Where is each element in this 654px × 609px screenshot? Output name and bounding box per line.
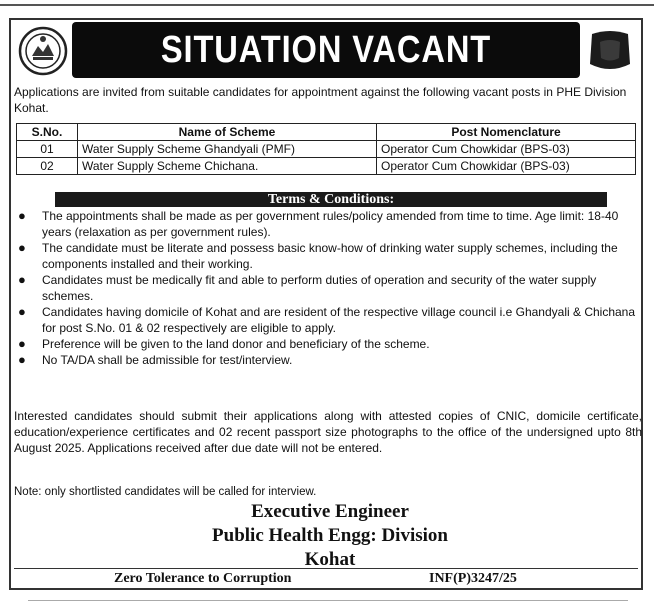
table-header-row (17, 124, 636, 141)
list-item (14, 336, 642, 352)
signatory-designation: Executive Engineer (251, 501, 409, 522)
cell-sno: 02 (17, 158, 78, 175)
footer-bar (14, 568, 638, 587)
header-scheme: Name of Scheme (78, 124, 377, 141)
term-text: No TA/DA shall be admissible for test/interview. (42, 353, 293, 367)
signature-block (160, 500, 500, 572)
cell-post: Operator Cum Chowkidar (BPS-03) (377, 141, 636, 158)
top-border (0, 0, 654, 6)
signatory-department: Public Health Engg: Division (212, 525, 448, 546)
header-post: Post Nomenclature (377, 124, 636, 141)
term-text: The candidate must be literate and possess basic know-how of drinking water supply schemes, including the components installed and their working. (42, 241, 618, 271)
list-item (14, 208, 642, 240)
signatory-location: Kohat (304, 549, 356, 570)
term-text: Candidates must be medically fit and able to perform duties of operation and security of the water supply schemes. (42, 273, 597, 303)
bullet-icon: ● (18, 240, 26, 255)
footer-slogan: Zero Tolerance to Corruption (114, 571, 292, 586)
table-row (17, 141, 636, 158)
list-item (14, 240, 642, 272)
vacant-posts-table (16, 123, 636, 175)
title-banner (72, 22, 580, 78)
intro-paragraph: Applications are invited from suitable candidates for appointment against the following vacant posts in PHE Division Kohat. (14, 85, 627, 115)
bullet-icon: ● (18, 304, 26, 319)
term-text: Preference will be given to the land donor and beneficiary of the scheme. (42, 337, 430, 351)
cell-scheme: Water Supply Scheme Chichana. (78, 158, 377, 175)
table-row (17, 158, 636, 175)
shortlist-note: Note: only shortlisted candidates will be called for interview. (14, 486, 317, 498)
list-item (14, 352, 642, 368)
terms-list (14, 208, 642, 368)
header-sno: S.No. (17, 124, 78, 141)
footer-reference: INF(P)3247/25 (429, 571, 517, 586)
list-item (14, 272, 642, 304)
list-item (14, 304, 642, 336)
application-instructions: Interested candidates should submit their applications along with attested copies of CNIC, domicile certificate, education/experience certificates and 02 recent passport size photographs to the office of the undersigned upto 8th August 2025. Applications received after due date will not be entered. (14, 409, 642, 455)
terms-heading: Terms & Conditions: (55, 192, 607, 207)
term-text: Candidates having domicile of Kohat and are resident of the respective village council i.e Ghandyali & Chichana for post S.No. 01 & 02 respectively are eligible to apply. (42, 305, 636, 335)
cell-scheme: Water Supply Scheme Ghandyali (PMF) (78, 141, 377, 158)
term-text: The appointments shall be made as per government rules/policy amended from time to time. Age limit: 18-40 years (relaxation as per government rules). (42, 209, 619, 239)
bullet-icon: ● (18, 336, 26, 351)
bullet-icon: ● (18, 272, 26, 287)
page-title: SITUATION VACANT (160, 28, 492, 71)
cell-sno: 01 (17, 141, 78, 158)
cell-post: Operator Cum Chowkidar (BPS-03) (377, 158, 636, 175)
kp-government-logo-icon (18, 26, 68, 76)
emblem-icon (586, 28, 634, 74)
bullet-icon: ● (18, 208, 26, 223)
bullet-icon: ● (18, 352, 26, 367)
